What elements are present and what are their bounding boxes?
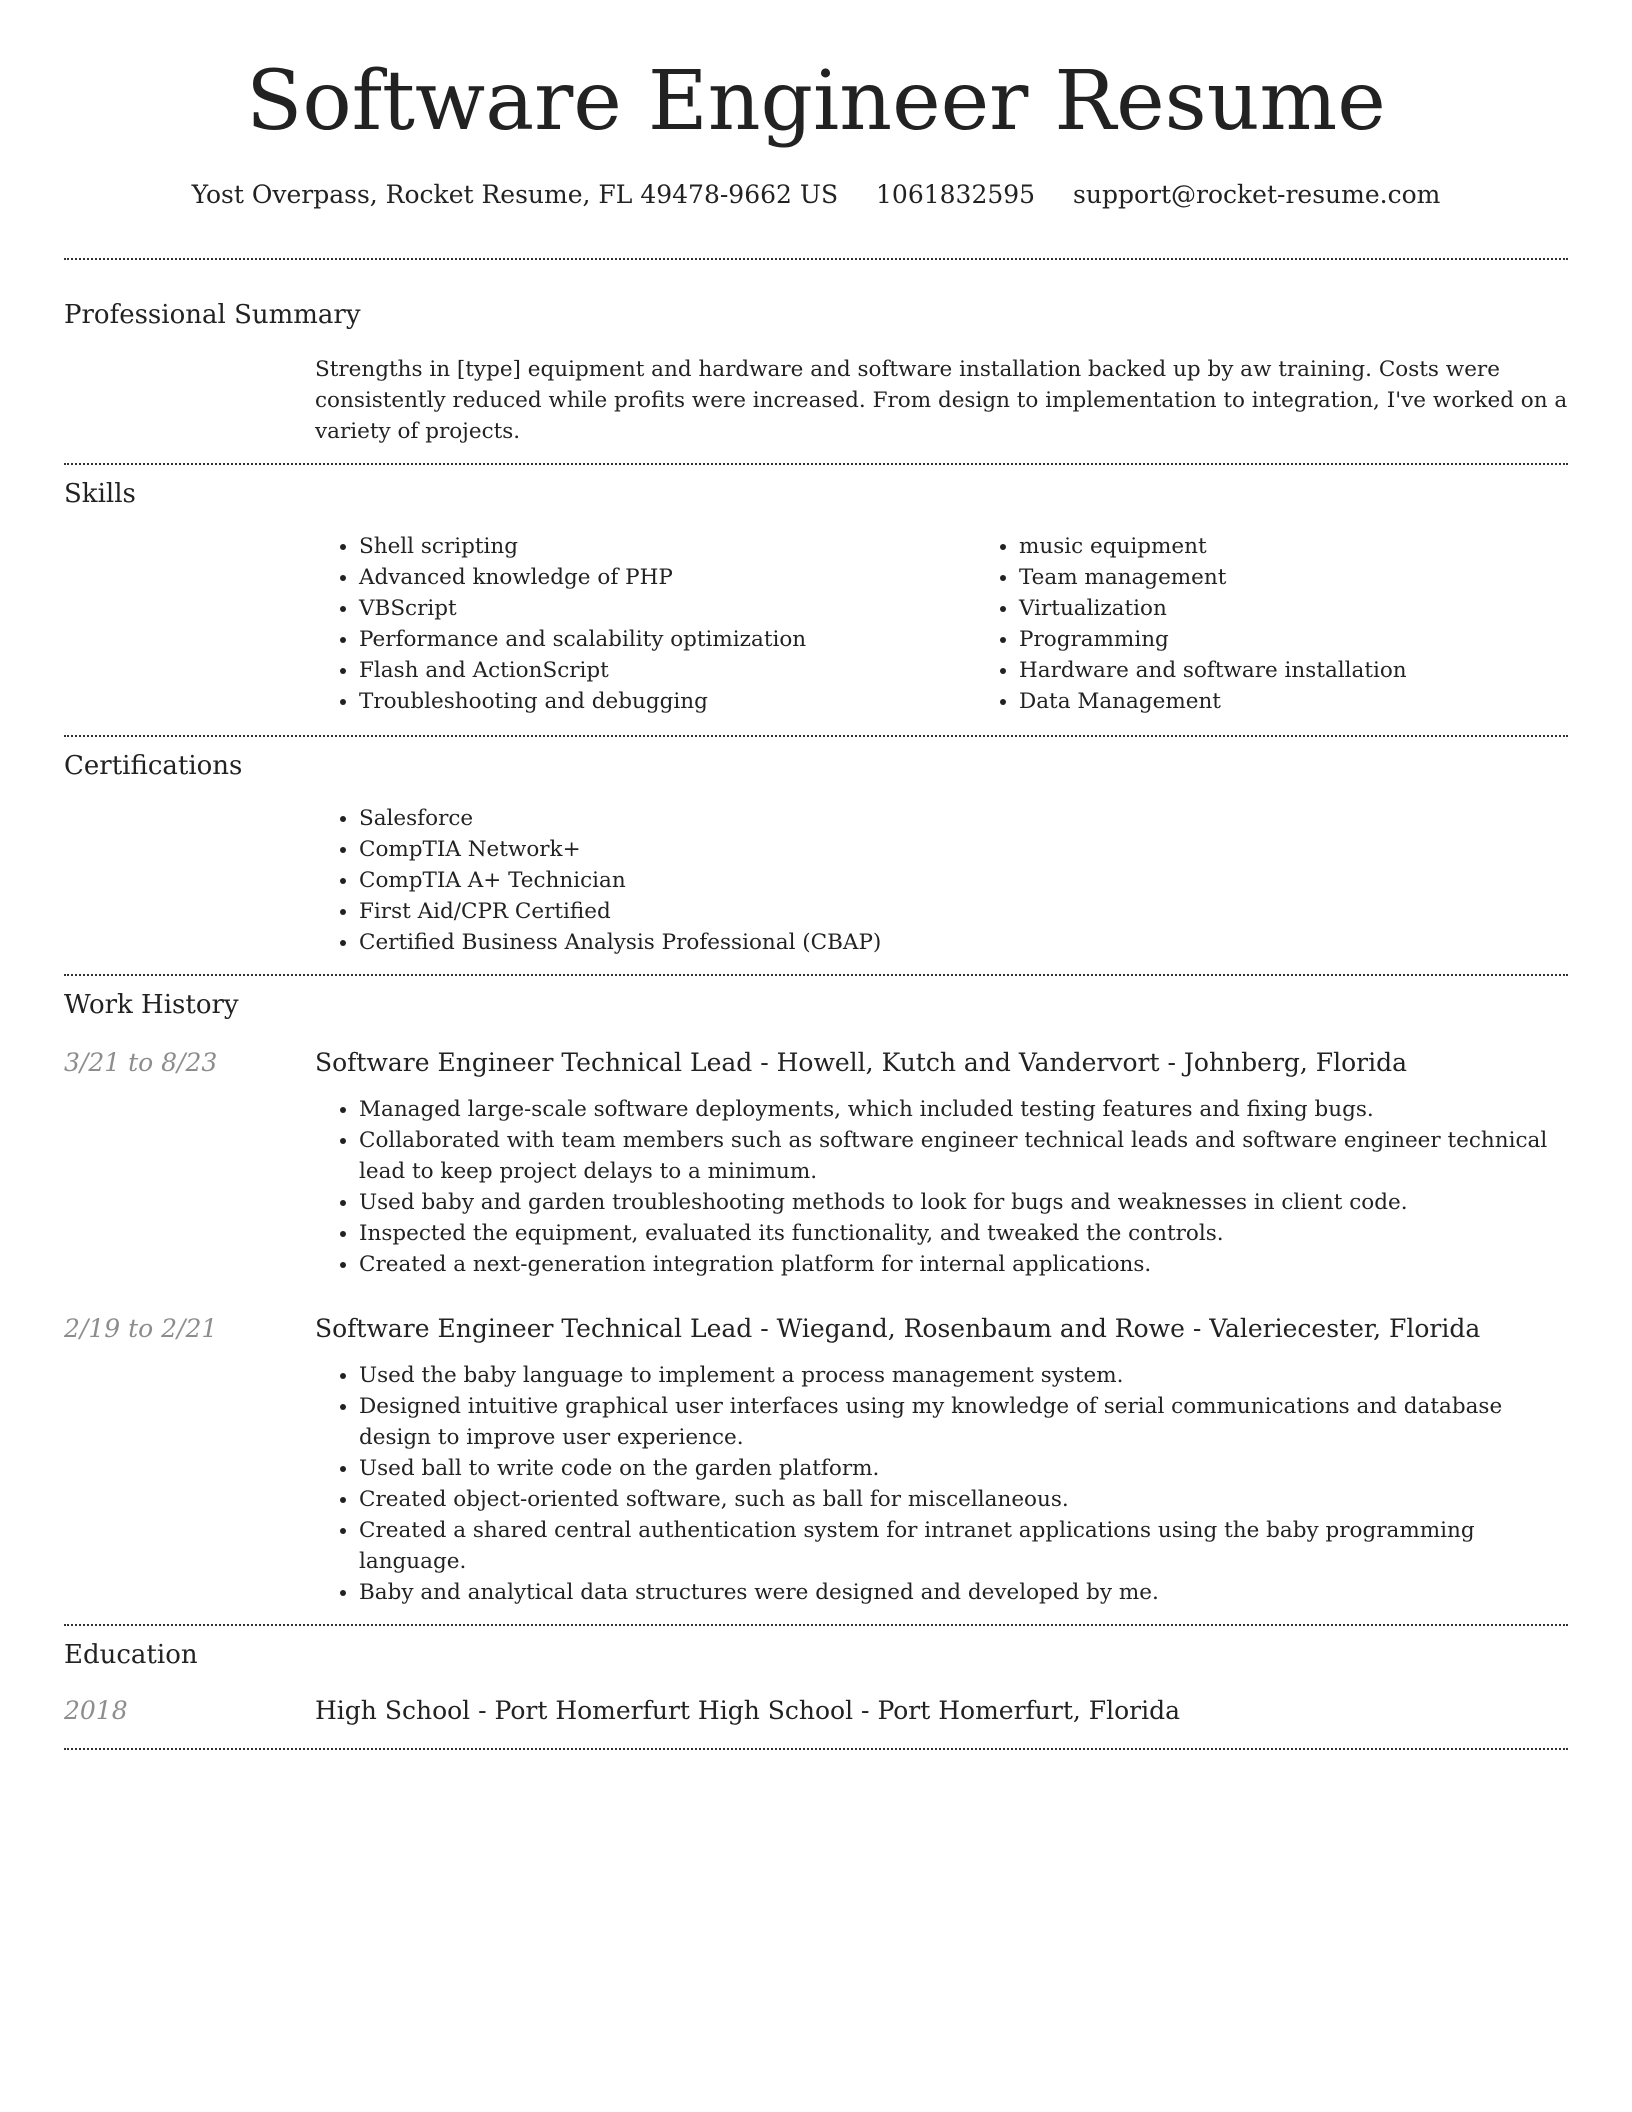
section-summary xyxy=(64,260,1568,463)
job-entry xyxy=(64,1312,1568,1608)
section-title-skills: Skills xyxy=(64,479,136,509)
certification-item: • CompTIA A+ Technician xyxy=(359,865,1568,896)
certification-item: • First Aid/CPR Certified xyxy=(359,896,1568,927)
skill-item: • Flash and ActionScript xyxy=(359,655,975,686)
skills-list-right xyxy=(975,531,1632,717)
education-date: 2018 xyxy=(64,1696,128,1725)
education-entry xyxy=(64,1694,1568,1728)
skills-columns xyxy=(315,531,1568,717)
job-title: Software Engineer Technical Lead - Wiegand, Rosenbaum and Rowe - Valeriecester, Florida xyxy=(315,1314,1481,1343)
job-bullets xyxy=(315,1360,1568,1608)
education-title: High School - Port Homerfurt High School - Port Homerfurt, Florida xyxy=(315,1696,1181,1725)
job-title: Software Engineer Technical Lead - Howell, Kutch and Vandervort - Johnberg, Florida xyxy=(315,1048,1408,1077)
certifications-list xyxy=(315,803,1568,958)
section-title-certifications: Certifications xyxy=(64,751,243,781)
job-bullet: • Created object-oriented software, such as ball for miscellaneous. xyxy=(359,1484,1568,1515)
contact-email: support@rocket-resume.com xyxy=(1073,180,1441,209)
page-title: Software Engineer Resume xyxy=(246,54,1386,149)
contact-line xyxy=(64,178,1568,212)
certifications-content xyxy=(315,803,1568,958)
skill-item: • Programming xyxy=(1019,624,1632,655)
section-title-summary: Professional Summary xyxy=(64,300,361,330)
job-entry xyxy=(64,1046,1568,1280)
section-certifications xyxy=(64,737,1568,974)
job-bullet: • Used baby and garden troubleshooting methods to look for bugs and weaknesses in client code. xyxy=(359,1187,1568,1218)
skills-list-left xyxy=(315,531,975,717)
job-bullet: • Used ball to write code on the garden platform. xyxy=(359,1453,1568,1484)
skill-item: • Advanced knowledge of PHP xyxy=(359,562,975,593)
skill-item: • Troubleshooting and debugging xyxy=(359,686,975,717)
section-education xyxy=(64,1626,1568,1748)
skill-item: • Shell scripting xyxy=(359,531,975,562)
job-bullet: • Used the baby language to implement a process management system. xyxy=(359,1360,1568,1391)
job-bullets xyxy=(315,1094,1568,1280)
job-date: 3/21 to 8/23 xyxy=(64,1048,218,1077)
section-title-education: Education xyxy=(64,1640,198,1670)
job-bullet: • Created a next-generation integration platform for internal applications. xyxy=(359,1249,1568,1280)
section-divider xyxy=(64,1748,1568,1750)
skill-item: • Data Management xyxy=(1019,686,1632,717)
contact-address: Yost Overpass, Rocket Resume, FL 49478-9662 US xyxy=(191,180,839,209)
job-bullet: • Inspected the equipment, evaluated its functionality, and tweaked the controls. xyxy=(359,1218,1568,1249)
job-bullet: • Collaborated with team members such as software engineer technical leads and software engineer technical lead to keep project delays to a minimum. xyxy=(359,1125,1568,1187)
job-bullet-list xyxy=(315,1360,1568,1608)
certification-item: • CompTIA Network+ xyxy=(359,834,1568,865)
job-bullet: • Baby and analytical data structures were designed and developed by me. xyxy=(359,1577,1568,1608)
skill-item: • Team management xyxy=(1019,562,1632,593)
summary-text: Strengths in [type] equipment and hardware and software installation backed up by aw training. Costs were consistently reduced while profits were increased. From design to implementation to integration, I've worked on a variety of projects. xyxy=(315,357,1568,444)
job-bullet-list xyxy=(315,1094,1568,1280)
skill-item: • VBScript xyxy=(359,593,975,624)
certification-item: • Salesforce xyxy=(359,803,1568,834)
job-bullet: • Managed large-scale software deployments, which included testing features and fixing bugs. xyxy=(359,1094,1568,1125)
job-date: 2/19 to 2/21 xyxy=(64,1314,218,1343)
skill-item: • Performance and scalability optimization xyxy=(359,624,975,655)
skill-item: • Hardware and software installation xyxy=(1019,655,1632,686)
skill-item: • music equipment xyxy=(1019,531,1632,562)
certification-item: • Certified Business Analysis Professional (CBAP) xyxy=(359,927,1568,958)
contact-phone: 1061832595 xyxy=(876,180,1036,209)
job-bullet: • Created a shared central authentication system for intranet applications using the baby programming language. xyxy=(359,1515,1568,1577)
skill-item: • Virtualization xyxy=(1019,593,1632,624)
section-title-work-history: Work History xyxy=(64,990,239,1020)
section-work-history xyxy=(64,976,1568,1624)
job-bullet: • Designed intuitive graphical user interfaces using my knowledge of serial communications and database design to improve user experience. xyxy=(359,1391,1568,1453)
section-skills xyxy=(64,465,1568,735)
